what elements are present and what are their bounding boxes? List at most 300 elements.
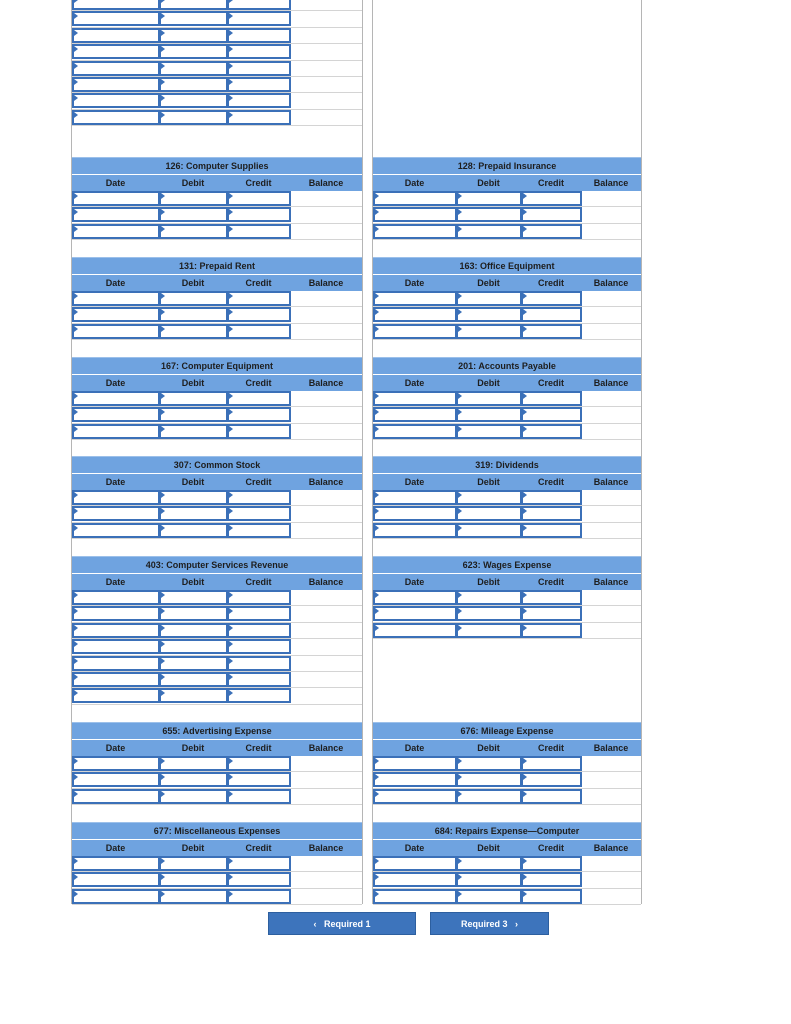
credit-input[interactable] <box>521 224 582 239</box>
debit-input[interactable] <box>159 606 228 621</box>
balance-cell <box>291 523 362 538</box>
column-header-debit: Debit <box>181 378 205 388</box>
credit-input[interactable] <box>521 191 582 206</box>
continuation-date-input[interactable] <box>72 77 160 92</box>
credit-input[interactable] <box>521 391 582 406</box>
ledger-title: 307: Common Stock <box>72 456 362 473</box>
column-header-debit: Debit <box>181 743 205 753</box>
date-input[interactable] <box>373 756 457 771</box>
column-header-balance: Balance <box>308 743 344 753</box>
column-header-date: Date <box>105 477 126 487</box>
column-header-debit: Debit <box>477 577 500 587</box>
date-input[interactable] <box>72 672 160 687</box>
credit-input[interactable] <box>227 291 291 306</box>
ledger-account-126 <box>72 157 362 240</box>
debit-input[interactable] <box>456 324 522 339</box>
ledger-header <box>72 473 362 490</box>
column-header-credit: Credit <box>537 477 564 487</box>
ledger-entry-row <box>72 191 362 207</box>
credit-input[interactable] <box>227 391 291 406</box>
balance-cell <box>582 756 641 771</box>
date-input[interactable] <box>72 606 160 621</box>
date-input[interactable] <box>72 656 160 671</box>
debit-input[interactable] <box>456 872 522 887</box>
column-header-credit: Credit <box>245 178 272 188</box>
prev-required-label: Required 1 <box>324 919 371 929</box>
credit-input[interactable] <box>227 424 291 439</box>
next-required-label: Required 3 <box>460 919 508 929</box>
date-input[interactable] <box>72 506 160 521</box>
balance-cell <box>582 889 641 904</box>
debit-input[interactable] <box>159 672 228 687</box>
debit-input[interactable] <box>159 688 228 703</box>
column-header-credit: Credit <box>537 577 564 587</box>
balance-cell <box>582 772 641 787</box>
balance-cell <box>291 391 362 406</box>
debit-input[interactable] <box>456 424 522 439</box>
date-input[interactable] <box>373 606 457 621</box>
credit-input[interactable] <box>227 889 291 904</box>
continuation-debit-input[interactable] <box>159 28 228 43</box>
balance-cell <box>291 506 362 521</box>
ledger-entry-row <box>373 772 641 788</box>
date-input[interactable] <box>72 872 160 887</box>
credit-input[interactable] <box>227 639 291 654</box>
continuation-debit-input[interactable] <box>159 44 228 59</box>
ledger-header <box>373 739 641 756</box>
next-required-button[interactable] <box>430 912 549 935</box>
chevron-left-icon: ‹ <box>313 919 317 929</box>
ledger-entry-row <box>72 77 362 93</box>
continuation-date-input[interactable] <box>72 61 160 76</box>
ledger-entry-row <box>72 688 362 704</box>
credit-input[interactable] <box>227 191 291 206</box>
date-input[interactable] <box>373 889 457 904</box>
column-header-date: Date <box>404 843 425 853</box>
date-input[interactable] <box>373 490 457 505</box>
credit-input[interactable] <box>521 424 582 439</box>
credit-input[interactable] <box>227 407 291 422</box>
debit-input[interactable] <box>456 407 522 422</box>
balance-cell <box>291 656 362 671</box>
balance-cell <box>291 590 362 605</box>
debit-input[interactable] <box>159 590 228 605</box>
date-input[interactable] <box>72 490 160 505</box>
debit-input[interactable] <box>159 623 228 638</box>
date-input[interactable] <box>373 307 457 322</box>
ledger-entry-row <box>373 490 641 506</box>
credit-input[interactable] <box>521 291 582 306</box>
date-input[interactable] <box>72 523 160 538</box>
date-input[interactable] <box>373 407 457 422</box>
date-input[interactable] <box>72 756 160 771</box>
balance-cell <box>291 756 362 771</box>
ledger-account-163 <box>373 257 641 340</box>
credit-input[interactable] <box>227 789 291 804</box>
credit-input[interactable] <box>227 523 291 538</box>
credit-input[interactable] <box>521 506 582 521</box>
date-input[interactable] <box>72 688 160 703</box>
credit-input[interactable] <box>521 307 582 322</box>
credit-input[interactable] <box>227 506 291 521</box>
date-input[interactable] <box>72 207 160 222</box>
column-header-debit: Debit <box>181 843 205 853</box>
date-input[interactable] <box>373 291 457 306</box>
credit-input[interactable] <box>521 207 582 222</box>
credit-input[interactable] <box>227 324 291 339</box>
continuation-date-input[interactable] <box>72 0 160 10</box>
continuation-credit-input[interactable] <box>227 110 291 125</box>
date-input[interactable] <box>373 523 457 538</box>
date-input[interactable] <box>72 590 160 605</box>
credit-input[interactable] <box>227 872 291 887</box>
ledger-entry-row <box>373 756 641 772</box>
credit-input[interactable] <box>521 407 582 422</box>
credit-input[interactable] <box>227 672 291 687</box>
ledger-title: 163: Office Equipment <box>373 257 641 274</box>
balance-cell <box>582 307 641 322</box>
credit-input[interactable] <box>521 490 582 505</box>
continuation-debit-input[interactable] <box>159 77 228 92</box>
date-input[interactable] <box>72 307 160 322</box>
credit-input[interactable] <box>227 606 291 621</box>
continuation-debit-input[interactable] <box>159 61 228 76</box>
column-header-credit: Credit <box>537 178 564 188</box>
debit-input[interactable] <box>456 623 522 638</box>
credit-input[interactable] <box>521 872 582 887</box>
date-input[interactable] <box>373 191 457 206</box>
debit-input[interactable] <box>159 224 228 239</box>
date-input[interactable] <box>72 639 160 654</box>
column-header-debit: Debit <box>181 477 205 487</box>
date-input[interactable] <box>373 856 457 871</box>
ledger-entry-row <box>72 407 362 423</box>
continuation-credit-input[interactable] <box>227 11 291 26</box>
continuation-balance-cell <box>291 77 362 92</box>
debit-input[interactable] <box>456 789 522 804</box>
credit-input[interactable] <box>227 772 291 787</box>
ledger-account-623 <box>373 556 641 639</box>
ledger-title: 403: Computer Services Revenue <box>72 556 362 573</box>
credit-input[interactable] <box>521 789 582 804</box>
date-input[interactable] <box>72 191 160 206</box>
debit-input[interactable] <box>456 772 522 787</box>
ledger-entry-row <box>72 872 362 888</box>
date-input[interactable] <box>72 623 160 638</box>
date-input[interactable] <box>373 772 457 787</box>
balance-cell <box>291 224 362 239</box>
ledger-entry-row <box>373 424 641 440</box>
ledger-title: 655: Advertising Expense <box>72 722 362 739</box>
debit-input[interactable] <box>456 191 522 206</box>
ledger-title: 319: Dividends <box>373 456 641 473</box>
balance-cell <box>291 639 362 654</box>
balance-cell <box>582 191 641 206</box>
ledger-account-676 <box>373 722 641 805</box>
ledger-entry-row <box>373 623 641 639</box>
credit-input[interactable] <box>227 623 291 638</box>
debit-input[interactable] <box>456 224 522 239</box>
debit-input[interactable] <box>456 391 522 406</box>
balance-cell <box>582 623 641 638</box>
ledger-account-655 <box>72 722 362 805</box>
ledger-entry-row <box>373 391 641 407</box>
debit-input[interactable] <box>159 639 228 654</box>
ledger-entry-row <box>373 207 641 223</box>
continuation-balance-cell <box>291 93 362 108</box>
ledger-account-403 <box>72 556 362 705</box>
balance-cell <box>291 623 362 638</box>
debit-input[interactable] <box>159 324 228 339</box>
balance-cell <box>291 490 362 505</box>
date-input[interactable] <box>373 324 457 339</box>
debit-input[interactable] <box>159 207 228 222</box>
column-header-date: Date <box>404 278 425 288</box>
balance-cell <box>582 391 641 406</box>
credit-input[interactable] <box>521 324 582 339</box>
date-input[interactable] <box>373 506 457 521</box>
credit-input[interactable] <box>227 688 291 703</box>
ledger-title: 684: Repairs Expense—Computer <box>373 822 641 839</box>
ledger-header <box>72 374 362 391</box>
continuation-date-input[interactable] <box>72 93 160 108</box>
credit-input[interactable] <box>227 656 291 671</box>
debit-input[interactable] <box>159 191 228 206</box>
debit-input[interactable] <box>159 291 228 306</box>
credit-input[interactable] <box>521 889 582 904</box>
debit-input[interactable] <box>456 889 522 904</box>
ledger-entry-row <box>72 307 362 323</box>
ledger-entry-row <box>373 872 641 888</box>
debit-input[interactable] <box>159 756 228 771</box>
balance-cell <box>582 424 641 439</box>
balance-cell <box>582 207 641 222</box>
continuation-credit-input[interactable] <box>227 93 291 108</box>
credit-input[interactable] <box>521 756 582 771</box>
ledger-entry-row <box>373 889 641 905</box>
continuation-balance-cell <box>291 11 362 26</box>
continuation-date-input[interactable] <box>72 28 160 43</box>
balance-cell <box>582 490 641 505</box>
debit-input[interactable] <box>159 391 228 406</box>
date-input[interactable] <box>72 889 160 904</box>
continuation-credit-input[interactable] <box>227 0 291 10</box>
column-header-debit: Debit <box>477 843 500 853</box>
debit-input[interactable] <box>159 856 228 871</box>
continuation-balance-cell <box>291 44 362 59</box>
credit-input[interactable] <box>227 590 291 605</box>
date-input[interactable] <box>373 224 457 239</box>
column-header-date: Date <box>404 477 425 487</box>
credit-input[interactable] <box>227 756 291 771</box>
debit-input[interactable] <box>456 523 522 538</box>
ledger-entry-row <box>72 789 362 805</box>
debit-input[interactable] <box>159 307 228 322</box>
credit-input[interactable] <box>227 224 291 239</box>
continuation-date-input[interactable] <box>72 44 160 59</box>
column-header-balance: Balance <box>593 178 629 188</box>
continuation-credit-input[interactable] <box>227 61 291 76</box>
credit-input[interactable] <box>521 590 582 605</box>
date-input[interactable] <box>373 207 457 222</box>
debit-input[interactable] <box>456 756 522 771</box>
column-header-date: Date <box>105 577 126 587</box>
debit-input[interactable] <box>159 872 228 887</box>
balance-cell <box>291 856 362 871</box>
balance-cell <box>582 590 641 605</box>
debit-input[interactable] <box>456 490 522 505</box>
date-input[interactable] <box>72 291 160 306</box>
debit-input[interactable] <box>456 291 522 306</box>
date-input[interactable] <box>72 772 160 787</box>
column-header-date: Date <box>404 178 425 188</box>
ledger-entry-row <box>72 61 362 77</box>
credit-input[interactable] <box>227 856 291 871</box>
column-header-debit: Debit <box>181 278 205 288</box>
column-header-credit: Credit <box>245 743 272 753</box>
debit-input[interactable] <box>159 523 228 538</box>
ledger-entry-row <box>72 606 362 622</box>
ledger-header <box>373 839 641 856</box>
ledger-entry-row <box>373 856 641 872</box>
ledger-entry-row <box>72 424 362 440</box>
continuation-debit-input[interactable] <box>159 11 228 26</box>
date-input[interactable] <box>373 391 457 406</box>
ledger-title: 126: Computer Supplies <box>72 157 362 174</box>
ledger-account-307 <box>72 456 362 539</box>
ledger-account-131 <box>72 257 362 340</box>
continuation-credit-input[interactable] <box>227 28 291 43</box>
continuation-date-input[interactable] <box>72 110 160 125</box>
column-header-debit: Debit <box>477 743 500 753</box>
ledger-entry-row <box>373 224 641 240</box>
debit-input[interactable] <box>456 506 522 521</box>
ledger-title: 677: Miscellaneous Expenses <box>72 822 362 839</box>
date-input[interactable] <box>373 623 457 638</box>
continuation-date-input[interactable] <box>72 11 160 26</box>
credit-input[interactable] <box>521 606 582 621</box>
column-header-credit: Credit <box>245 278 272 288</box>
date-input[interactable] <box>72 856 160 871</box>
balance-cell <box>582 407 641 422</box>
date-input[interactable] <box>373 424 457 439</box>
ledger-entry-row <box>373 789 641 805</box>
ledger-entry-row <box>373 191 641 207</box>
debit-input[interactable] <box>159 424 228 439</box>
debit-input[interactable] <box>159 772 228 787</box>
debit-input[interactable] <box>159 656 228 671</box>
column-header-credit: Credit <box>245 378 272 388</box>
debit-input[interactable] <box>456 307 522 322</box>
continuation-credit-input[interactable] <box>227 44 291 59</box>
debit-input[interactable] <box>456 856 522 871</box>
debit-input[interactable] <box>456 207 522 222</box>
date-input[interactable] <box>373 872 457 887</box>
date-input[interactable] <box>72 407 160 422</box>
continuation-debit-input[interactable] <box>159 93 228 108</box>
ledger-entry-row <box>373 523 641 539</box>
column-header-balance: Balance <box>308 843 344 853</box>
debit-input[interactable] <box>159 407 228 422</box>
balance-cell <box>582 856 641 871</box>
column-header-date: Date <box>404 378 425 388</box>
date-input[interactable] <box>373 590 457 605</box>
balance-cell <box>582 291 641 306</box>
debit-input[interactable] <box>159 789 228 804</box>
ledger-entry-row <box>373 590 641 606</box>
ledger-entry-row <box>72 889 362 905</box>
continuation-debit-input[interactable] <box>159 110 228 125</box>
ledger-entry-row <box>72 523 362 539</box>
ledger-entry-row <box>373 606 641 622</box>
continuation-balance-cell <box>291 110 362 125</box>
credit-input[interactable] <box>521 856 582 871</box>
credit-input[interactable] <box>521 772 582 787</box>
debit-input[interactable] <box>159 506 228 521</box>
ledger-header <box>373 374 641 391</box>
ledger-title: 201: Accounts Payable <box>373 357 641 374</box>
date-input[interactable] <box>72 324 160 339</box>
ledger-entry-row <box>72 590 362 606</box>
column-header-date: Date <box>404 577 425 587</box>
ledger-account-677 <box>72 822 362 905</box>
ledger-entry-row <box>373 506 641 522</box>
ledger-entry-row <box>72 291 362 307</box>
credit-input[interactable] <box>521 523 582 538</box>
credit-input[interactable] <box>521 623 582 638</box>
debit-input[interactable] <box>159 889 228 904</box>
ledger-entry-row <box>72 656 362 672</box>
column-header-balance: Balance <box>593 477 629 487</box>
ledger-entry-row <box>72 856 362 872</box>
column-header-credit: Credit <box>245 843 272 853</box>
credit-input[interactable] <box>227 207 291 222</box>
ledger-entry-row <box>72 110 362 126</box>
column-header-date: Date <box>105 178 126 188</box>
prev-required-button[interactable] <box>268 912 416 935</box>
debit-input[interactable] <box>456 606 522 621</box>
continuation-debit-input[interactable] <box>159 0 228 10</box>
credit-input[interactable] <box>227 307 291 322</box>
debit-input[interactable] <box>456 590 522 605</box>
date-input[interactable] <box>72 789 160 804</box>
ledger-entry-row <box>72 28 362 44</box>
date-input[interactable] <box>72 424 160 439</box>
balance-cell <box>291 207 362 222</box>
balance-cell <box>291 407 362 422</box>
column-header-debit: Debit <box>181 577 205 587</box>
date-input[interactable] <box>373 789 457 804</box>
ledger-entry-row <box>72 11 362 27</box>
column-header-balance: Balance <box>593 843 629 853</box>
credit-input[interactable] <box>227 490 291 505</box>
date-input[interactable] <box>72 391 160 406</box>
column-header-credit: Credit <box>537 378 564 388</box>
date-input[interactable] <box>72 224 160 239</box>
column-header-debit: Debit <box>181 178 205 188</box>
balance-cell <box>291 872 362 887</box>
ledger-header <box>373 573 641 590</box>
continuation-credit-input[interactable] <box>227 77 291 92</box>
ledger-title: 131: Prepaid Rent <box>72 257 362 274</box>
balance-cell <box>291 889 362 904</box>
balance-cell <box>291 307 362 322</box>
debit-input[interactable] <box>159 490 228 505</box>
column-header-balance: Balance <box>308 378 344 388</box>
column-header-credit: Credit <box>245 577 272 587</box>
balance-cell <box>291 191 362 206</box>
column-header-debit: Debit <box>477 178 500 188</box>
